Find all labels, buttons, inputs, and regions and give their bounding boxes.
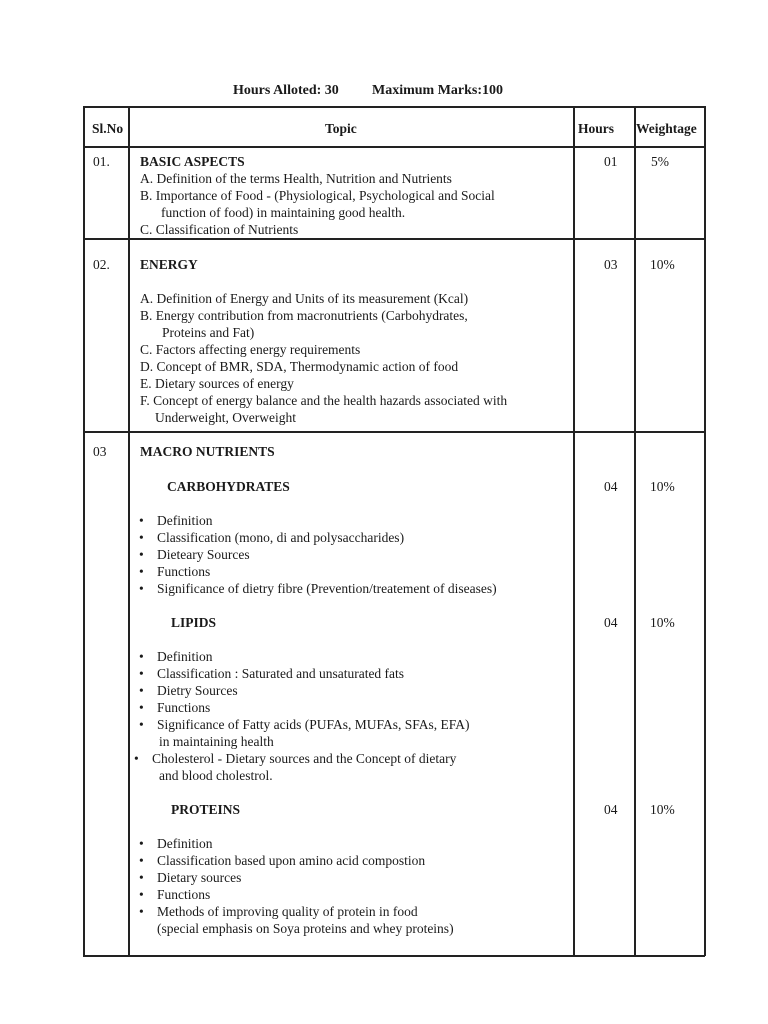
section-hours: 04 (604, 802, 618, 817)
column-divider (128, 106, 130, 956)
bullet-item: • Functions (157, 699, 210, 716)
bullet-item: • Definition (157, 835, 213, 852)
bullet-item: • Definition (157, 512, 213, 529)
maximum-marks: Maximum Marks:100 (372, 83, 504, 98)
bullet-item: • Significance of Fatty acids (PUFAs, MUFAs, SFAs, EFA) (157, 716, 470, 733)
topic-line: E. Dietary sources of energy (140, 376, 294, 391)
section-hours: 04 (604, 479, 618, 494)
bullet-item: • Functions (157, 886, 210, 903)
topic-line: Proteins and Fat) (162, 325, 255, 340)
bullet-item: • Functions (157, 563, 210, 580)
topic-line: function of food) in maintaining good health. (161, 205, 406, 220)
section-title: LIPIDS (171, 615, 217, 630)
bullet-item: • Dieteary Sources (157, 546, 250, 563)
table-header-border (83, 146, 705, 148)
table-border-left (83, 106, 85, 956)
section-title: CARBOHYDRATES (167, 479, 290, 494)
row-title: ENERGY (140, 257, 198, 272)
row-hours: 01 (604, 154, 618, 169)
column-divider (634, 106, 636, 956)
section-weightage: 10% (650, 615, 675, 630)
table-border-top (83, 106, 705, 108)
section-hours: 04 (604, 615, 618, 630)
bullet-item: • Classification (mono, di and polysaccharides) (157, 529, 404, 546)
section-weightage: 10% (650, 802, 675, 817)
bullet-continuation: (special emphasis on Soya proteins and whey proteins) (157, 921, 454, 936)
row-title: MACRO NUTRIENTS (140, 444, 275, 459)
topic-line: A. Definition of the terms Health, Nutrition and Nutrients (140, 171, 452, 186)
topic-line: C. Factors affecting energy requirements (140, 342, 361, 357)
table-border-bottom (83, 955, 705, 957)
bullet-item: • Dietry Sources (157, 682, 238, 699)
bullet-continuation: and blood cholestrol. (159, 768, 273, 783)
column-divider (573, 106, 575, 956)
bullet-item: • Methods of improving quality of protein in food (157, 903, 418, 920)
row-title: BASIC ASPECTS (140, 154, 245, 169)
col-header-weightage: Weightage (636, 121, 697, 136)
bullet-item: • Classification based upon amino acid compostion (157, 852, 425, 869)
bullet-item: • Cholesterol - Dietary sources and the Concept of dietary (152, 750, 456, 767)
col-header-hours: Hours (578, 121, 615, 136)
row-weightage: 5% (651, 154, 669, 169)
section-title: PROTEINS (171, 802, 241, 817)
bullet-continuation: in maintaining health (159, 734, 274, 749)
row-slno: 03 (93, 444, 107, 459)
row-hours: 03 (604, 257, 618, 272)
hours-alloted: Hours Alloted: 30 (233, 83, 339, 98)
row-separator (83, 431, 705, 433)
topic-line: F. Concept of energy balance and the health hazards associated with (140, 393, 508, 408)
bullet-item: • Significance of dietry fibre (Prevention/treatement of diseases) (157, 580, 497, 597)
row-slno: 02. (93, 257, 110, 272)
col-header-topic: Topic (325, 121, 357, 136)
section-weightage: 10% (650, 479, 675, 494)
bullet-item: • Classification : Saturated and unsaturated fats (157, 665, 404, 682)
topic-line: Underweight, Overweight (155, 410, 296, 425)
bullet-item: • Dietary sources (157, 869, 241, 886)
topic-line: C. Classification of Nutrients (140, 222, 299, 237)
topic-line: B. Importance of Food - (Physiological, Psychological and Social (140, 188, 495, 203)
row-slno: 01. (93, 154, 110, 169)
topic-line: A. Definition of Energy and Units of its measurement (Kcal) (140, 291, 469, 306)
topic-line: B. Energy contribution from macronutrients (Carbohydrates, (140, 308, 468, 323)
row-weightage: 10% (650, 257, 675, 272)
col-header-slno: Sl.No (92, 121, 124, 136)
row-separator (83, 238, 705, 240)
table-border-right (704, 106, 706, 956)
bullet-item: • Definition (157, 648, 213, 665)
topic-line: D. Concept of BMR, SDA, Thermodynamic action of food (140, 359, 459, 374)
